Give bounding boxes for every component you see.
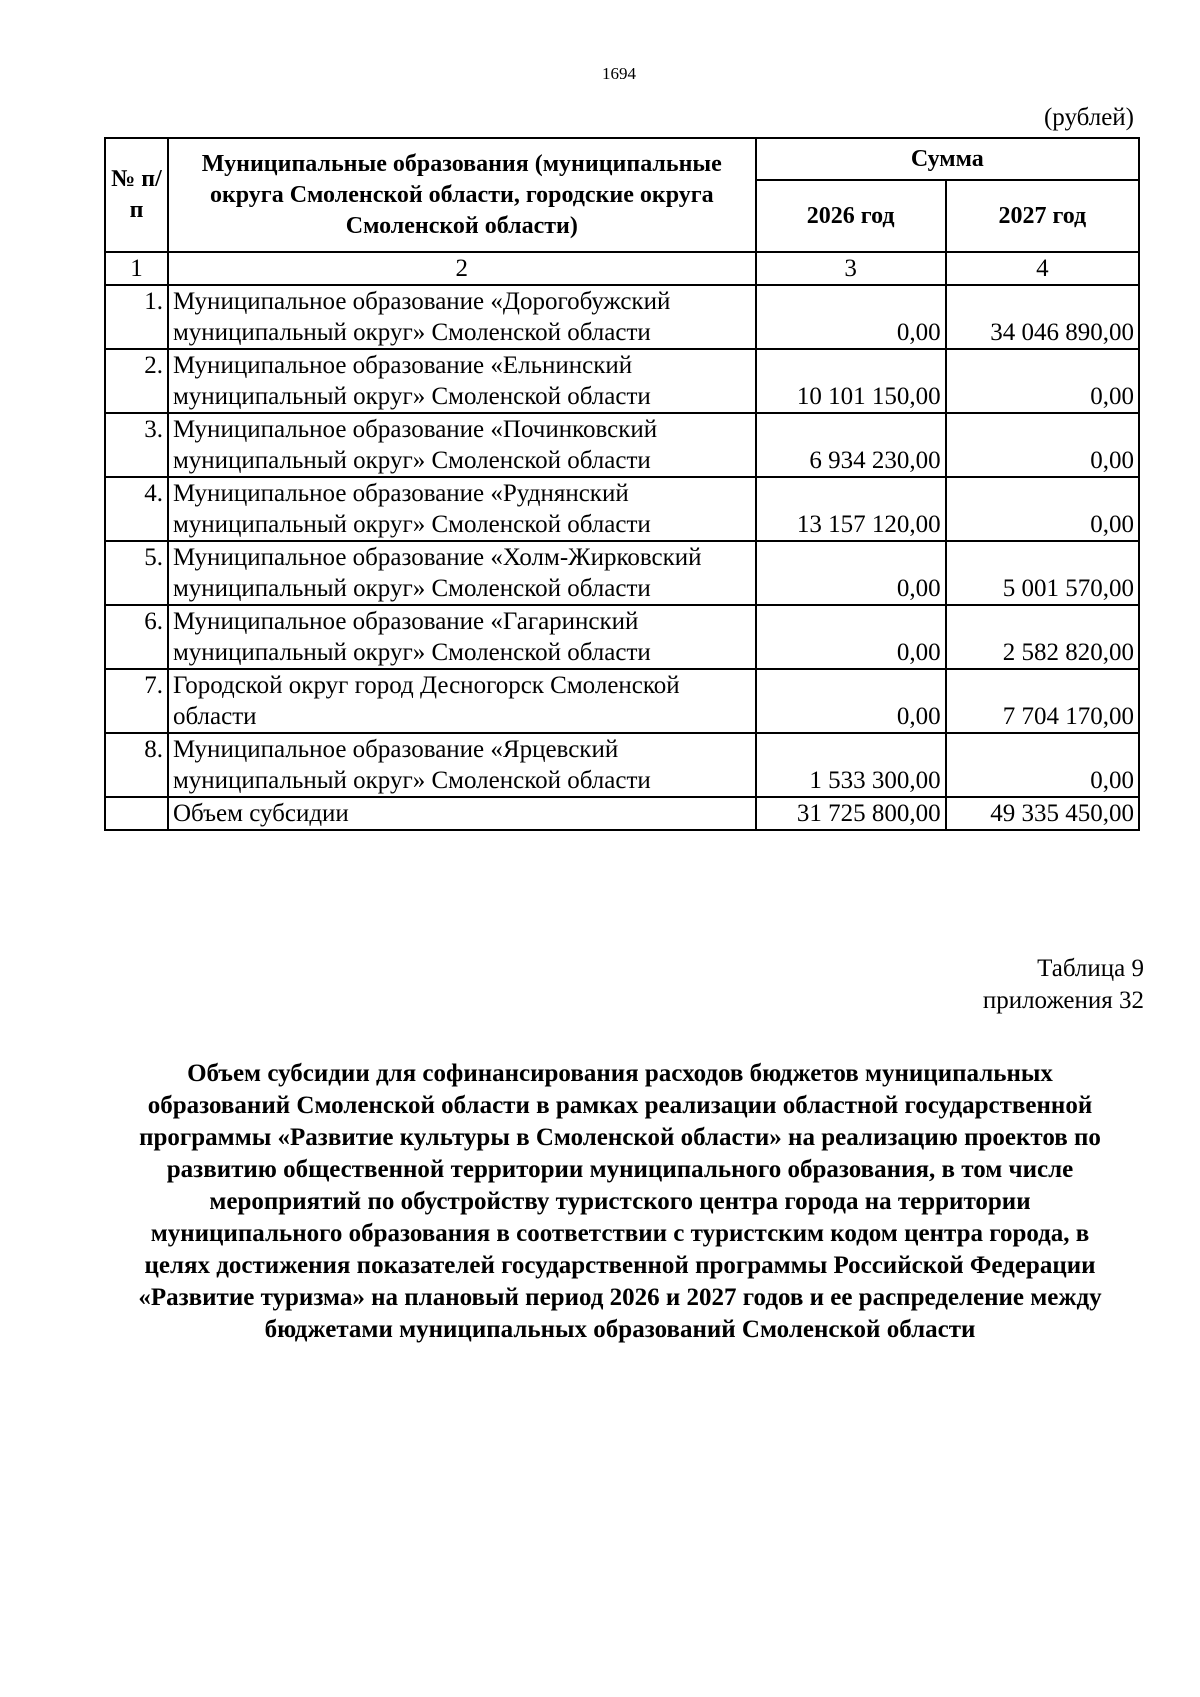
total-amount-2027: 49 335 450,00 [946, 797, 1139, 830]
header-num: № п/п [105, 138, 168, 252]
row-amount-2026: 6 934 230,00 [756, 413, 946, 477]
units-label: (рублей) [1043, 104, 1134, 131]
row-number: 8. [105, 733, 168, 797]
column-index-row [105, 252, 1139, 285]
row-municipality: Муниципальное образование «Руднянский муниципальный округ» Смоленской области [168, 477, 756, 541]
row-municipality: Муниципальное образование «Холм-Жирковский муниципальный округ» Смоленской области [168, 541, 756, 605]
row-number: 5. [105, 541, 168, 605]
row-amount-2027: 7 704 170,00 [946, 669, 1139, 733]
row-municipality: Муниципальное образование «Гагаринский муниципальный округ» Смоленской области [168, 605, 756, 669]
row-municipality: Муниципальное образование «Дорогобужский муниципальный округ» Смоленской области [168, 285, 756, 349]
total-row [105, 797, 1139, 830]
table-row [105, 733, 1139, 797]
table-row [105, 605, 1139, 669]
table-caption [983, 953, 1144, 1017]
table-row [105, 285, 1139, 349]
document-title: Объем субсидии для софинансирования расходов бюджетов муниципальных образований Смоленской области в рамках реализации областной государственной программы «Развитие культуры в Смоленской области» на реализацию проектов по развитию общественной территории муниципального образования, в том числе мероприятий по обустройству туристского центра города на территории муниципального образования в соответствии с туристским кодом центра города, в целях достижения показателей государственной программы Российской Федерации «Развитие туризма» на плановый период 2026 и 2027 годов и ее распределение между бюджетами муниципальных образований Смоленской области [138, 1060, 1102, 1343]
column-index: 2 [168, 252, 756, 285]
row-amount-2027: 0,00 [946, 477, 1139, 541]
row-amount-2027: 2 582 820,00 [946, 605, 1139, 669]
row-amount-2026: 1 533 300,00 [756, 733, 946, 797]
row-amount-2027: 0,00 [946, 349, 1139, 413]
row-municipality: Городской округ город Десногорск Смоленской области [168, 669, 756, 733]
row-amount-2026: 0,00 [756, 605, 946, 669]
column-index: 4 [946, 252, 1139, 285]
header-municipality: Муниципальные образования (муниципальные округа Смоленской области, городские округа Смоленской области) [168, 138, 756, 252]
row-number: 6. [105, 605, 168, 669]
table-row [105, 669, 1139, 733]
row-number: 1. [105, 285, 168, 349]
row-amount-2027: 0,00 [946, 413, 1139, 477]
row-number: 2. [105, 349, 168, 413]
row-number: 3. [105, 413, 168, 477]
column-index: 1 [105, 252, 168, 285]
caption-table-number: Таблица 9 [1037, 955, 1144, 982]
header-year-2026: 2026 год [756, 180, 946, 252]
table-row [105, 349, 1139, 413]
row-municipality: Муниципальное образование «Ярцевский муниципальный округ» Смоленской области [168, 733, 756, 797]
row-amount-2027: 34 046 890,00 [946, 285, 1139, 349]
table-row [105, 477, 1139, 541]
caption-appendix: приложения 32 [982, 987, 1144, 1014]
row-amount-2026: 13 157 120,00 [756, 477, 946, 541]
total-amount-2026: 31 725 800,00 [756, 797, 946, 830]
row-amount-2026: 0,00 [756, 541, 946, 605]
total-row-number [105, 797, 168, 830]
total-label: Объем субсидии [168, 797, 756, 830]
table-row [105, 413, 1139, 477]
row-municipality: Муниципальное образование «Ельнинский муниципальный округ» Смоленской области [168, 349, 756, 413]
row-amount-2027: 5 001 570,00 [946, 541, 1139, 605]
row-amount-2026: 0,00 [756, 285, 946, 349]
row-amount-2026: 0,00 [756, 669, 946, 733]
subsidy-table [104, 137, 1140, 831]
row-municipality: Муниципальное образование «Починковский муниципальный округ» Смоленской области [168, 413, 756, 477]
row-amount-2026: 10 101 150,00 [756, 349, 946, 413]
header-year-2027: 2027 год [946, 180, 1139, 252]
table-row [105, 541, 1139, 605]
row-amount-2027: 0,00 [946, 733, 1139, 797]
column-index: 3 [756, 252, 946, 285]
header-sum: Сумма [756, 138, 1139, 180]
row-number: 4. [105, 477, 168, 541]
page-number: 1694 [602, 64, 636, 83]
row-number: 7. [105, 669, 168, 733]
